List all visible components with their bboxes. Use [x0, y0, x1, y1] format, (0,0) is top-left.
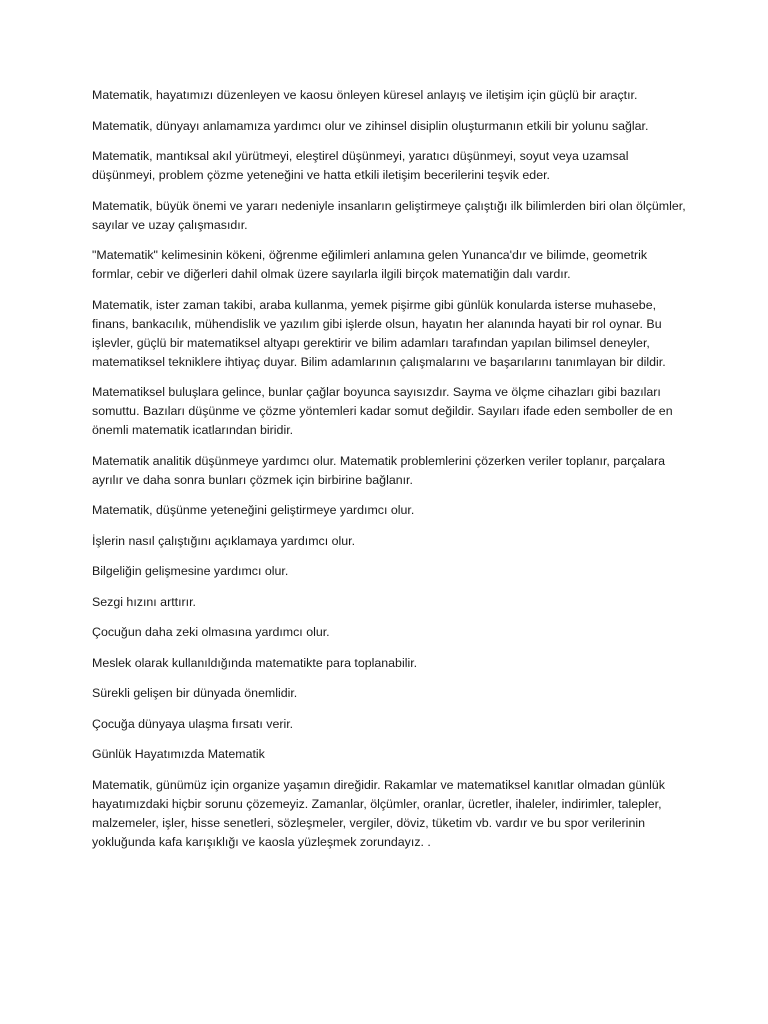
- paragraph-8: Matematik analitik düşünmeye yardımcı olur. Matematik problemlerini çözerken veriler toplanır, parçalara ayrılır ve daha sonra bunları çözmek için birbirine bağlanır.: [92, 453, 665, 487]
- paragraph-10: İşlerin nasıl çalıştığını açıklamaya yardımcı olur.: [92, 533, 356, 548]
- section-heading: Günlük Hayatımızda Matematik: [92, 747, 265, 761]
- paragraph-12: Sezgi hızını arttırır.: [92, 594, 196, 609]
- paragraph-2: Matematik, dünyayı anlamamıza yardımcı olur ve zihinsel disiplin oluşturmanın etkili bir yolunu sağlar.: [92, 118, 649, 133]
- paragraph-7: Matematiksel buluşlara gelince, bunlar çağlar boyunca sayısızdır. Sayma ve ölçme cihazları gibi bazıları somuttu. Bazıları düşünme ve çözme yöntemleri kadar somut değildir. Sayıları ifade eden semboller de en önemli matematik icatlarından biridir.: [92, 385, 673, 437]
- paragraph-18: Matematik, günümüz için organize yaşamın direğidir. Rakamlar ve matematiksel kanıtlar olmadan günlük hayatımızdaki hiçbir sorunu çözemeyiz. Zamanlar, ölçümler, oranlar, ücretler, ihaleler, indirimler, talepler, malzemeler, işler, hisse senetleri, sözleşmeler, vergiler, döviz, tüketim vb. vardır ve bu spor verilerinin yokluğunda kafa karışıklığı ve kaosla yüzleşmek zorundayız. .: [92, 777, 665, 849]
- paragraph-6: Matematik, ister zaman takibi, araba kullanma, yemek pişirme gibi günlük konularda isterse muhasebe, finans, bankacılık, mühendislik ve yazılım gibi işlerde olsun, hayatın her alanında hayati bir rol oynar. Bu işlevler, güçlü bir matematiksel altyapı gerektirir ve bilim adamları tarafından yapılan bilimsel deneyler, matematiksel tekniklere ihtiyaç duyar. Bilim adamlarının çalışmalarını ve başarılarını tanımlayan bir dildir.: [92, 297, 666, 369]
- paragraph-9: Matematik, düşünme yeteneğini geliştirmeye yardımcı olur.: [92, 503, 415, 517]
- document-body: [92, 86, 686, 863]
- paragraph-14: Meslek olarak kullanıldığında matematikte para toplanabilir.: [92, 655, 418, 670]
- paragraph-3: Matematik, mantıksal akıl yürütmeyi, eleştirel düşünmeyi, yaratıcı düşünmeyi, soyut veya uzamsal düşünmeyi, problem çözme yeteneğini ve hatta etkili iletişim becerilerini teşvik eder.: [92, 149, 629, 182]
- paragraph-4: Matematik, büyük önemi ve yararı nedeniyle insanların geliştirmeye çalıştığı ilk bilimlerden biri olan ölçümler, sayılar ve uzay çalışmasıdır.: [92, 198, 686, 232]
- paragraph-11: Bilgeliğin gelişmesine yardımcı olur.: [92, 564, 289, 578]
- paragraph-15: Sürekli gelişen bir dünyada önemlidir.: [92, 686, 298, 700]
- paragraph-5: "Matematik" kelimesinin kökeni, öğrenme eğilimleri anlamına gelen Yunanca'dır ve bilimde, geometrik formlar, cebir ve diğerleri dahil olmak üzere sayılarla ilgili birçok matematiğin dalı vardır.: [92, 248, 648, 281]
- paragraph-16: Çocuğa dünyaya ulaşma fırsatı verir.: [92, 716, 294, 731]
- paragraph-1: Matematik, hayatımızı düzenleyen ve kaosu önleyen küresel anlayış ve iletişim için güçlü bir araçtır.: [92, 88, 638, 102]
- paragraph-13: Çocuğun daha zeki olmasına yardımcı olur.: [92, 625, 330, 639]
